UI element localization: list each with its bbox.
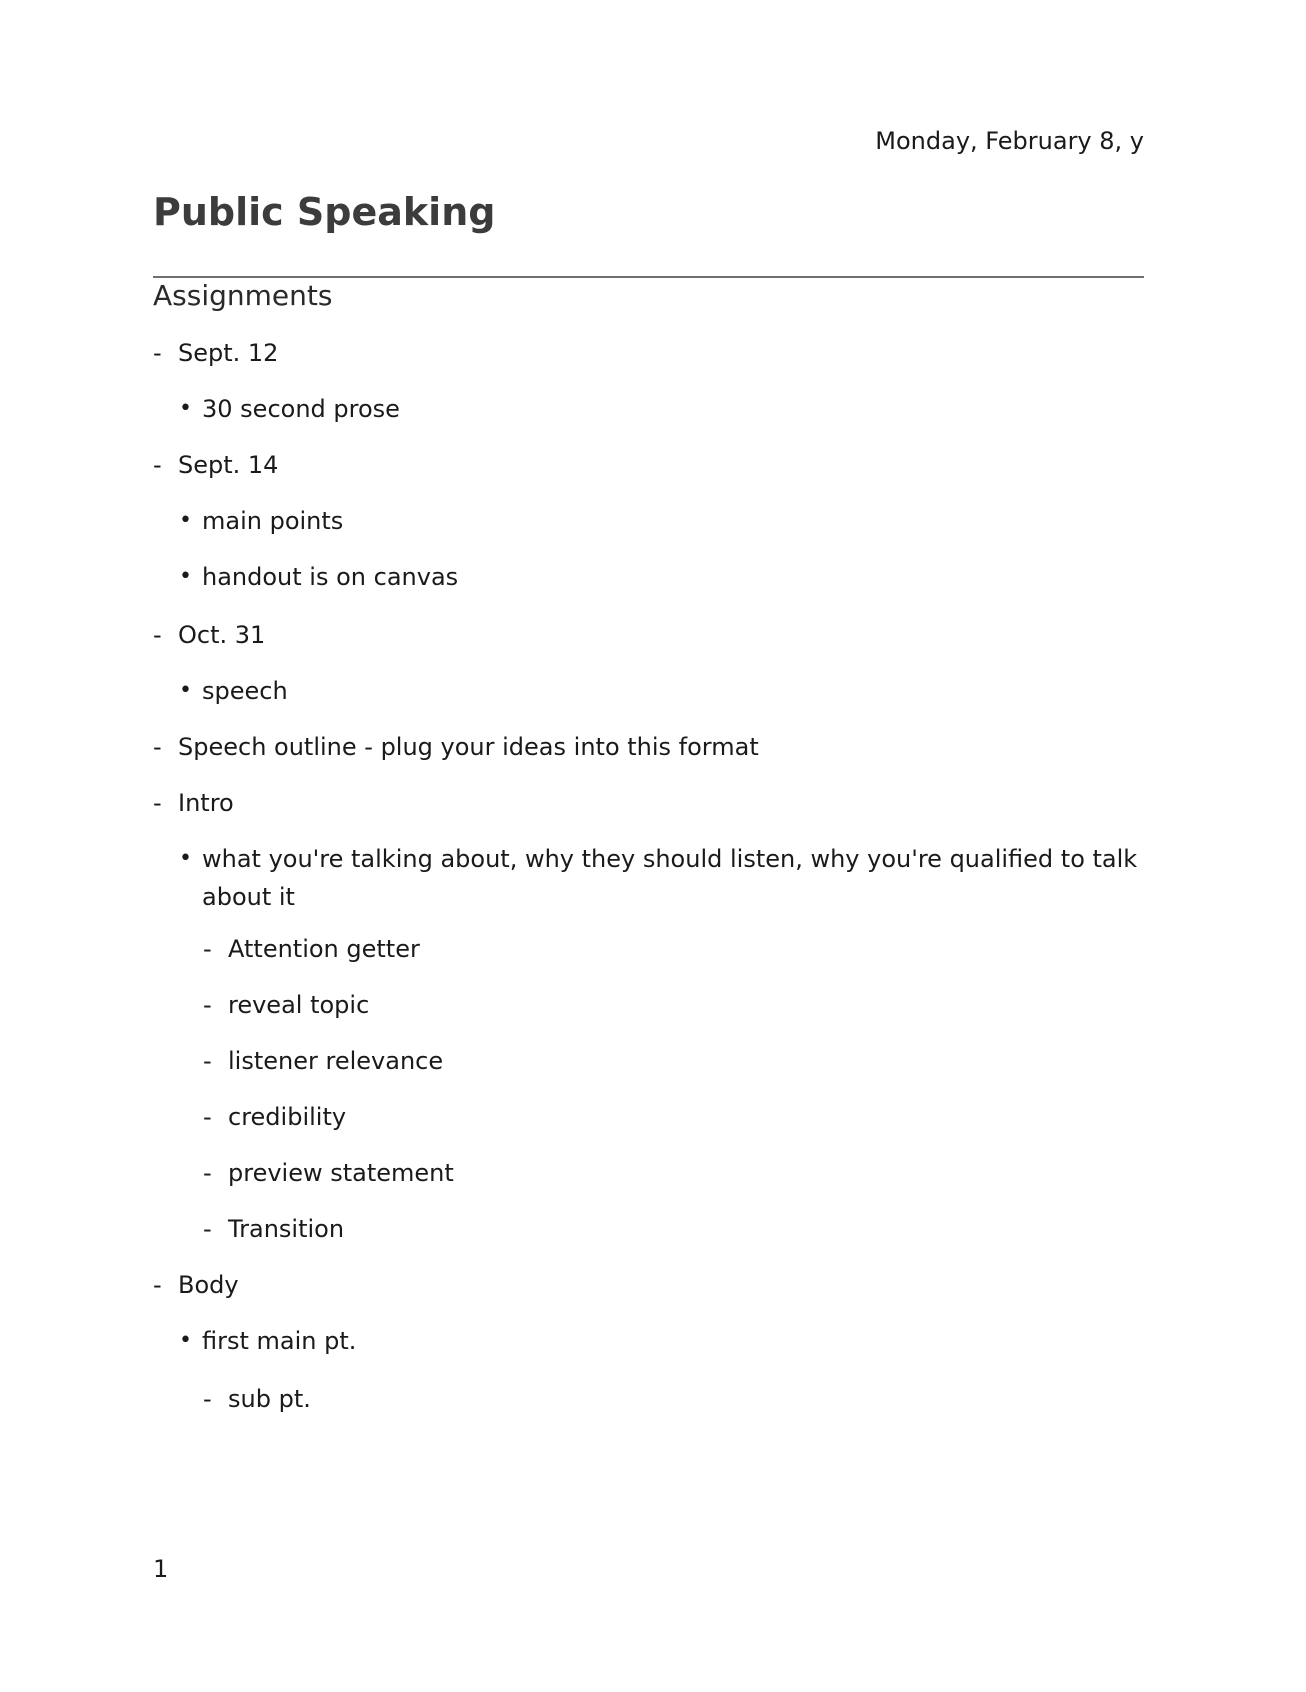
dash-marker: - bbox=[203, 1103, 212, 1131]
list-item-text: speech bbox=[202, 677, 288, 705]
list-item-text: Oct. 31 bbox=[178, 621, 266, 649]
dash-marker: - bbox=[153, 733, 162, 761]
dash-marker: - bbox=[203, 1159, 212, 1187]
bullet-list-item bbox=[179, 558, 1144, 596]
list-item-text: Body bbox=[178, 1271, 239, 1299]
list-item-text: Sept. 12 bbox=[178, 339, 279, 367]
list-item-text: Sept. 14 bbox=[178, 451, 279, 479]
dash-list-item bbox=[153, 334, 1144, 372]
dash-marker: - bbox=[203, 1047, 212, 1075]
dash-marker: - bbox=[203, 1215, 212, 1243]
list-item-text: Intro bbox=[178, 789, 234, 817]
dash-marker: - bbox=[153, 621, 162, 649]
dash-list-item bbox=[203, 1154, 1144, 1192]
list-item-text: listener relevance bbox=[228, 1047, 444, 1075]
list-item-text: 30 second prose bbox=[202, 395, 400, 423]
bullet-list-item bbox=[179, 390, 1144, 428]
dash-marker: - bbox=[203, 991, 212, 1019]
list-item-text: Attention getter bbox=[228, 935, 420, 963]
dash-list-item bbox=[203, 1380, 1144, 1418]
dash-marker: - bbox=[153, 339, 162, 367]
list-item-text: first main pt. bbox=[202, 1327, 357, 1355]
list-item-text: credibility bbox=[228, 1103, 347, 1131]
dash-list-item bbox=[153, 784, 1144, 822]
bullet-marker: • bbox=[179, 564, 192, 589]
list-item-text: reveal topic bbox=[228, 991, 370, 1019]
list-item-text: what you're talking about, why they should listen, why you're qualified to talk about it bbox=[202, 845, 1138, 911]
dash-marker: - bbox=[203, 935, 212, 963]
dash-list-item bbox=[203, 1210, 1144, 1248]
page-number: 1 bbox=[153, 1555, 169, 1583]
bullet-list-item bbox=[179, 502, 1144, 540]
dash-marker: - bbox=[153, 789, 162, 817]
date-header: Monday, February 8, y bbox=[875, 127, 1144, 155]
dash-list-item bbox=[153, 728, 1144, 766]
list-item-text: sub pt. bbox=[228, 1385, 311, 1413]
section-heading: Assignments bbox=[153, 279, 333, 312]
dash-list-item bbox=[153, 1266, 1144, 1304]
dash-marker: - bbox=[153, 451, 162, 479]
dash-list-item bbox=[203, 986, 1144, 1024]
bullet-list-item bbox=[179, 840, 1144, 916]
bullet-marker: • bbox=[179, 1328, 192, 1353]
bullet-list-item bbox=[179, 1322, 1144, 1360]
dash-marker: - bbox=[203, 1385, 212, 1413]
list-item-text: Transition bbox=[228, 1215, 345, 1243]
bullet-marker: • bbox=[179, 508, 192, 533]
dash-list-item bbox=[203, 1042, 1144, 1080]
bullet-marker: • bbox=[179, 678, 192, 703]
dash-list-item bbox=[203, 1098, 1144, 1136]
dash-list-item bbox=[203, 930, 1144, 968]
list-item-text: preview statement bbox=[228, 1159, 454, 1187]
bullet-marker: • bbox=[179, 846, 192, 871]
page-title: Public Speaking bbox=[153, 190, 496, 234]
dash-marker: - bbox=[153, 1271, 162, 1299]
bullet-list-item bbox=[179, 672, 1144, 710]
bullet-marker: • bbox=[179, 396, 192, 421]
list-item-text: handout is on canvas bbox=[202, 563, 459, 591]
dash-list-item bbox=[153, 616, 1144, 654]
list-item-text: Speech outline - plug your ideas into this format bbox=[178, 733, 759, 761]
dash-list-item bbox=[153, 446, 1144, 484]
list-item-text: main points bbox=[202, 507, 344, 535]
